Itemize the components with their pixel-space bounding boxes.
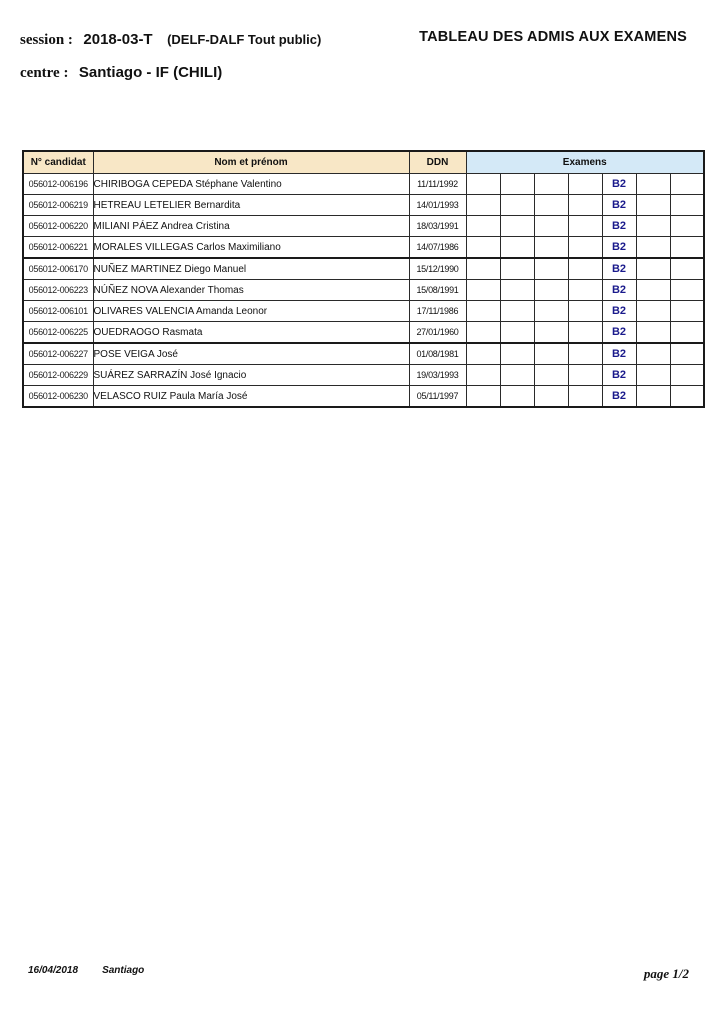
- col-header-name: Nom et prénom: [93, 151, 409, 174]
- candidate-number-cell: 056012-006227: [23, 343, 93, 365]
- exam-level-cell: B2: [602, 237, 636, 259]
- table-row: [23, 322, 704, 344]
- exam-cell: [500, 322, 534, 344]
- exam-cell: [670, 386, 704, 408]
- exam-cell: [636, 174, 670, 195]
- name-cell: MILIANI PÁEZ Andrea Cristina: [93, 216, 409, 237]
- exam-level-cell: B2: [602, 216, 636, 237]
- exam-cell: [534, 237, 568, 259]
- table-row: [23, 386, 704, 408]
- candidate-number-cell: 056012-006230: [23, 386, 93, 408]
- session-line: [20, 31, 321, 49]
- exam-cell: [636, 280, 670, 301]
- exam-cell: [534, 386, 568, 408]
- name-cell: MORALES VILLEGAS Carlos Maximiliano: [93, 237, 409, 259]
- table-row: [23, 216, 704, 237]
- exam-cell: [500, 216, 534, 237]
- exam-cell: [670, 322, 704, 344]
- table-row: [23, 174, 704, 195]
- exam-level-cell: B2: [602, 174, 636, 195]
- name-cell: VELASCO RUIZ Paula María José: [93, 386, 409, 408]
- exam-cell: [568, 365, 602, 386]
- table-row: [23, 301, 704, 322]
- col-header-candidate: N° candidat: [23, 151, 93, 174]
- exam-cell: [466, 174, 500, 195]
- ddn-cell: 14/01/1993: [409, 195, 466, 216]
- exam-cell: [466, 216, 500, 237]
- exam-cell: [500, 237, 534, 259]
- ddn-cell: 01/08/1981: [409, 343, 466, 365]
- exam-level-cell: B2: [602, 195, 636, 216]
- exam-cell: [568, 280, 602, 301]
- ddn-cell: 15/08/1991: [409, 280, 466, 301]
- session-type: (DELF-DALF Tout public): [167, 32, 322, 47]
- exam-level-cell: B2: [602, 343, 636, 365]
- exam-cell: [466, 237, 500, 259]
- page-title: TABLEAU DES ADMIS AUX EXAMENS: [419, 29, 687, 45]
- name-cell: CHIRIBOGA CEPEDA Stéphane Valentino: [93, 174, 409, 195]
- exam-cell: [500, 301, 534, 322]
- exam-cell: [636, 258, 670, 280]
- ddn-cell: 05/11/1997: [409, 386, 466, 408]
- exam-cell: [534, 365, 568, 386]
- name-cell: OLIVARES VALENCIA Amanda Leonor: [93, 301, 409, 322]
- ddn-cell: 15/12/1990: [409, 258, 466, 280]
- exam-cell: [670, 216, 704, 237]
- exam-level-cell: B2: [602, 386, 636, 408]
- exam-cell: [568, 216, 602, 237]
- exam-cell: [636, 322, 670, 344]
- candidate-number-cell: 056012-006170: [23, 258, 93, 280]
- exam-level-cell: B2: [602, 365, 636, 386]
- name-cell: HETREAU LETELIER Bernardita: [93, 195, 409, 216]
- candidate-number-cell: 056012-006101: [23, 301, 93, 322]
- ddn-cell: 18/03/1991: [409, 216, 466, 237]
- exam-cell: [534, 195, 568, 216]
- exam-cell: [670, 237, 704, 259]
- footer-page-number: page 1/2: [643, 966, 689, 981]
- exam-cell: [670, 195, 704, 216]
- exam-cell: [670, 343, 704, 365]
- exam-cell: [500, 365, 534, 386]
- candidate-number-cell: 056012-006196: [23, 174, 93, 195]
- centre-value: Santiago - IF (CHILI): [78, 64, 223, 81]
- name-cell: NUÑEZ MARTINEZ Diego Manuel: [93, 258, 409, 280]
- exam-cell: [568, 258, 602, 280]
- table-row: [23, 343, 704, 365]
- candidate-number-cell: 056012-006220: [23, 216, 93, 237]
- exam-cell: [534, 280, 568, 301]
- session-label: session :: [20, 32, 73, 48]
- centre-line: [20, 64, 222, 82]
- exam-cell: [500, 174, 534, 195]
- exam-cell: [466, 258, 500, 280]
- exam-cell: [500, 280, 534, 301]
- exam-cell: [636, 386, 670, 408]
- candidate-number-cell: 056012-006219: [23, 195, 93, 216]
- footer-place: Santiago: [102, 965, 145, 976]
- exam-cell: [568, 322, 602, 344]
- exam-cell: [466, 280, 500, 301]
- exam-cell: [534, 216, 568, 237]
- table-row: [23, 258, 704, 280]
- col-header-exams: Examens: [466, 151, 704, 174]
- table-row: [23, 365, 704, 386]
- exam-cell: [636, 343, 670, 365]
- name-cell: POSE VEIGA José: [93, 343, 409, 365]
- exam-cell: [534, 174, 568, 195]
- footer-left: [28, 965, 144, 976]
- exam-cell: [568, 174, 602, 195]
- exam-cell: [568, 237, 602, 259]
- table-row: [23, 195, 704, 216]
- exam-cell: [670, 258, 704, 280]
- exam-cell: [636, 216, 670, 237]
- session-value: 2018-03-T: [83, 31, 153, 48]
- candidate-number-cell: 056012-006229: [23, 365, 93, 386]
- exam-cell: [670, 174, 704, 195]
- exam-cell: [670, 301, 704, 322]
- exam-cell: [534, 343, 568, 365]
- exam-cell: [636, 301, 670, 322]
- exam-cell: [534, 322, 568, 344]
- exam-cell: [568, 386, 602, 408]
- exam-cell: [568, 343, 602, 365]
- ddn-cell: 17/11/1986: [409, 301, 466, 322]
- exam-cell: [500, 195, 534, 216]
- candidate-number-cell: 056012-006223: [23, 280, 93, 301]
- exam-cell: [636, 195, 670, 216]
- exam-cell: [500, 343, 534, 365]
- table-row: [23, 280, 704, 301]
- exam-cell: [670, 365, 704, 386]
- exam-cell: [466, 322, 500, 344]
- centre-label: centre :: [20, 65, 69, 81]
- admitted-candidates-table: [22, 150, 705, 408]
- exam-cell: [636, 365, 670, 386]
- ddn-cell: 27/01/1960: [409, 322, 466, 344]
- exam-cell: [466, 343, 500, 365]
- table-row: [23, 237, 704, 259]
- candidate-number-cell: 056012-006225: [23, 322, 93, 344]
- exam-cell: [466, 195, 500, 216]
- ddn-cell: 11/11/1992: [409, 174, 466, 195]
- exam-cell: [466, 365, 500, 386]
- exam-cell: [636, 237, 670, 259]
- table-header-row: [23, 151, 704, 174]
- exam-cell: [534, 301, 568, 322]
- candidate-number-cell: 056012-006221: [23, 237, 93, 259]
- exam-cell: [568, 301, 602, 322]
- exam-cell: [466, 301, 500, 322]
- exam-cell: [568, 195, 602, 216]
- exam-cell: [500, 258, 534, 280]
- exam-level-cell: B2: [602, 301, 636, 322]
- exam-level-cell: B2: [602, 280, 636, 301]
- exam-level-cell: B2: [602, 322, 636, 344]
- col-header-ddn: DDN: [409, 151, 466, 174]
- exam-cell: [534, 258, 568, 280]
- name-cell: NÚÑEZ NOVA Alexander Thomas: [93, 280, 409, 301]
- name-cell: SUÁREZ SARRAZÍN José Ignacio: [93, 365, 409, 386]
- footer-date: 16/04/2018: [28, 965, 79, 976]
- ddn-cell: 14/07/1986: [409, 237, 466, 259]
- exam-cell: [500, 386, 534, 408]
- exam-level-cell: B2: [602, 258, 636, 280]
- ddn-cell: 19/03/1993: [409, 365, 466, 386]
- exam-cell: [466, 386, 500, 408]
- name-cell: OUEDRAOGO Rasmata: [93, 322, 409, 344]
- exam-cell: [670, 280, 704, 301]
